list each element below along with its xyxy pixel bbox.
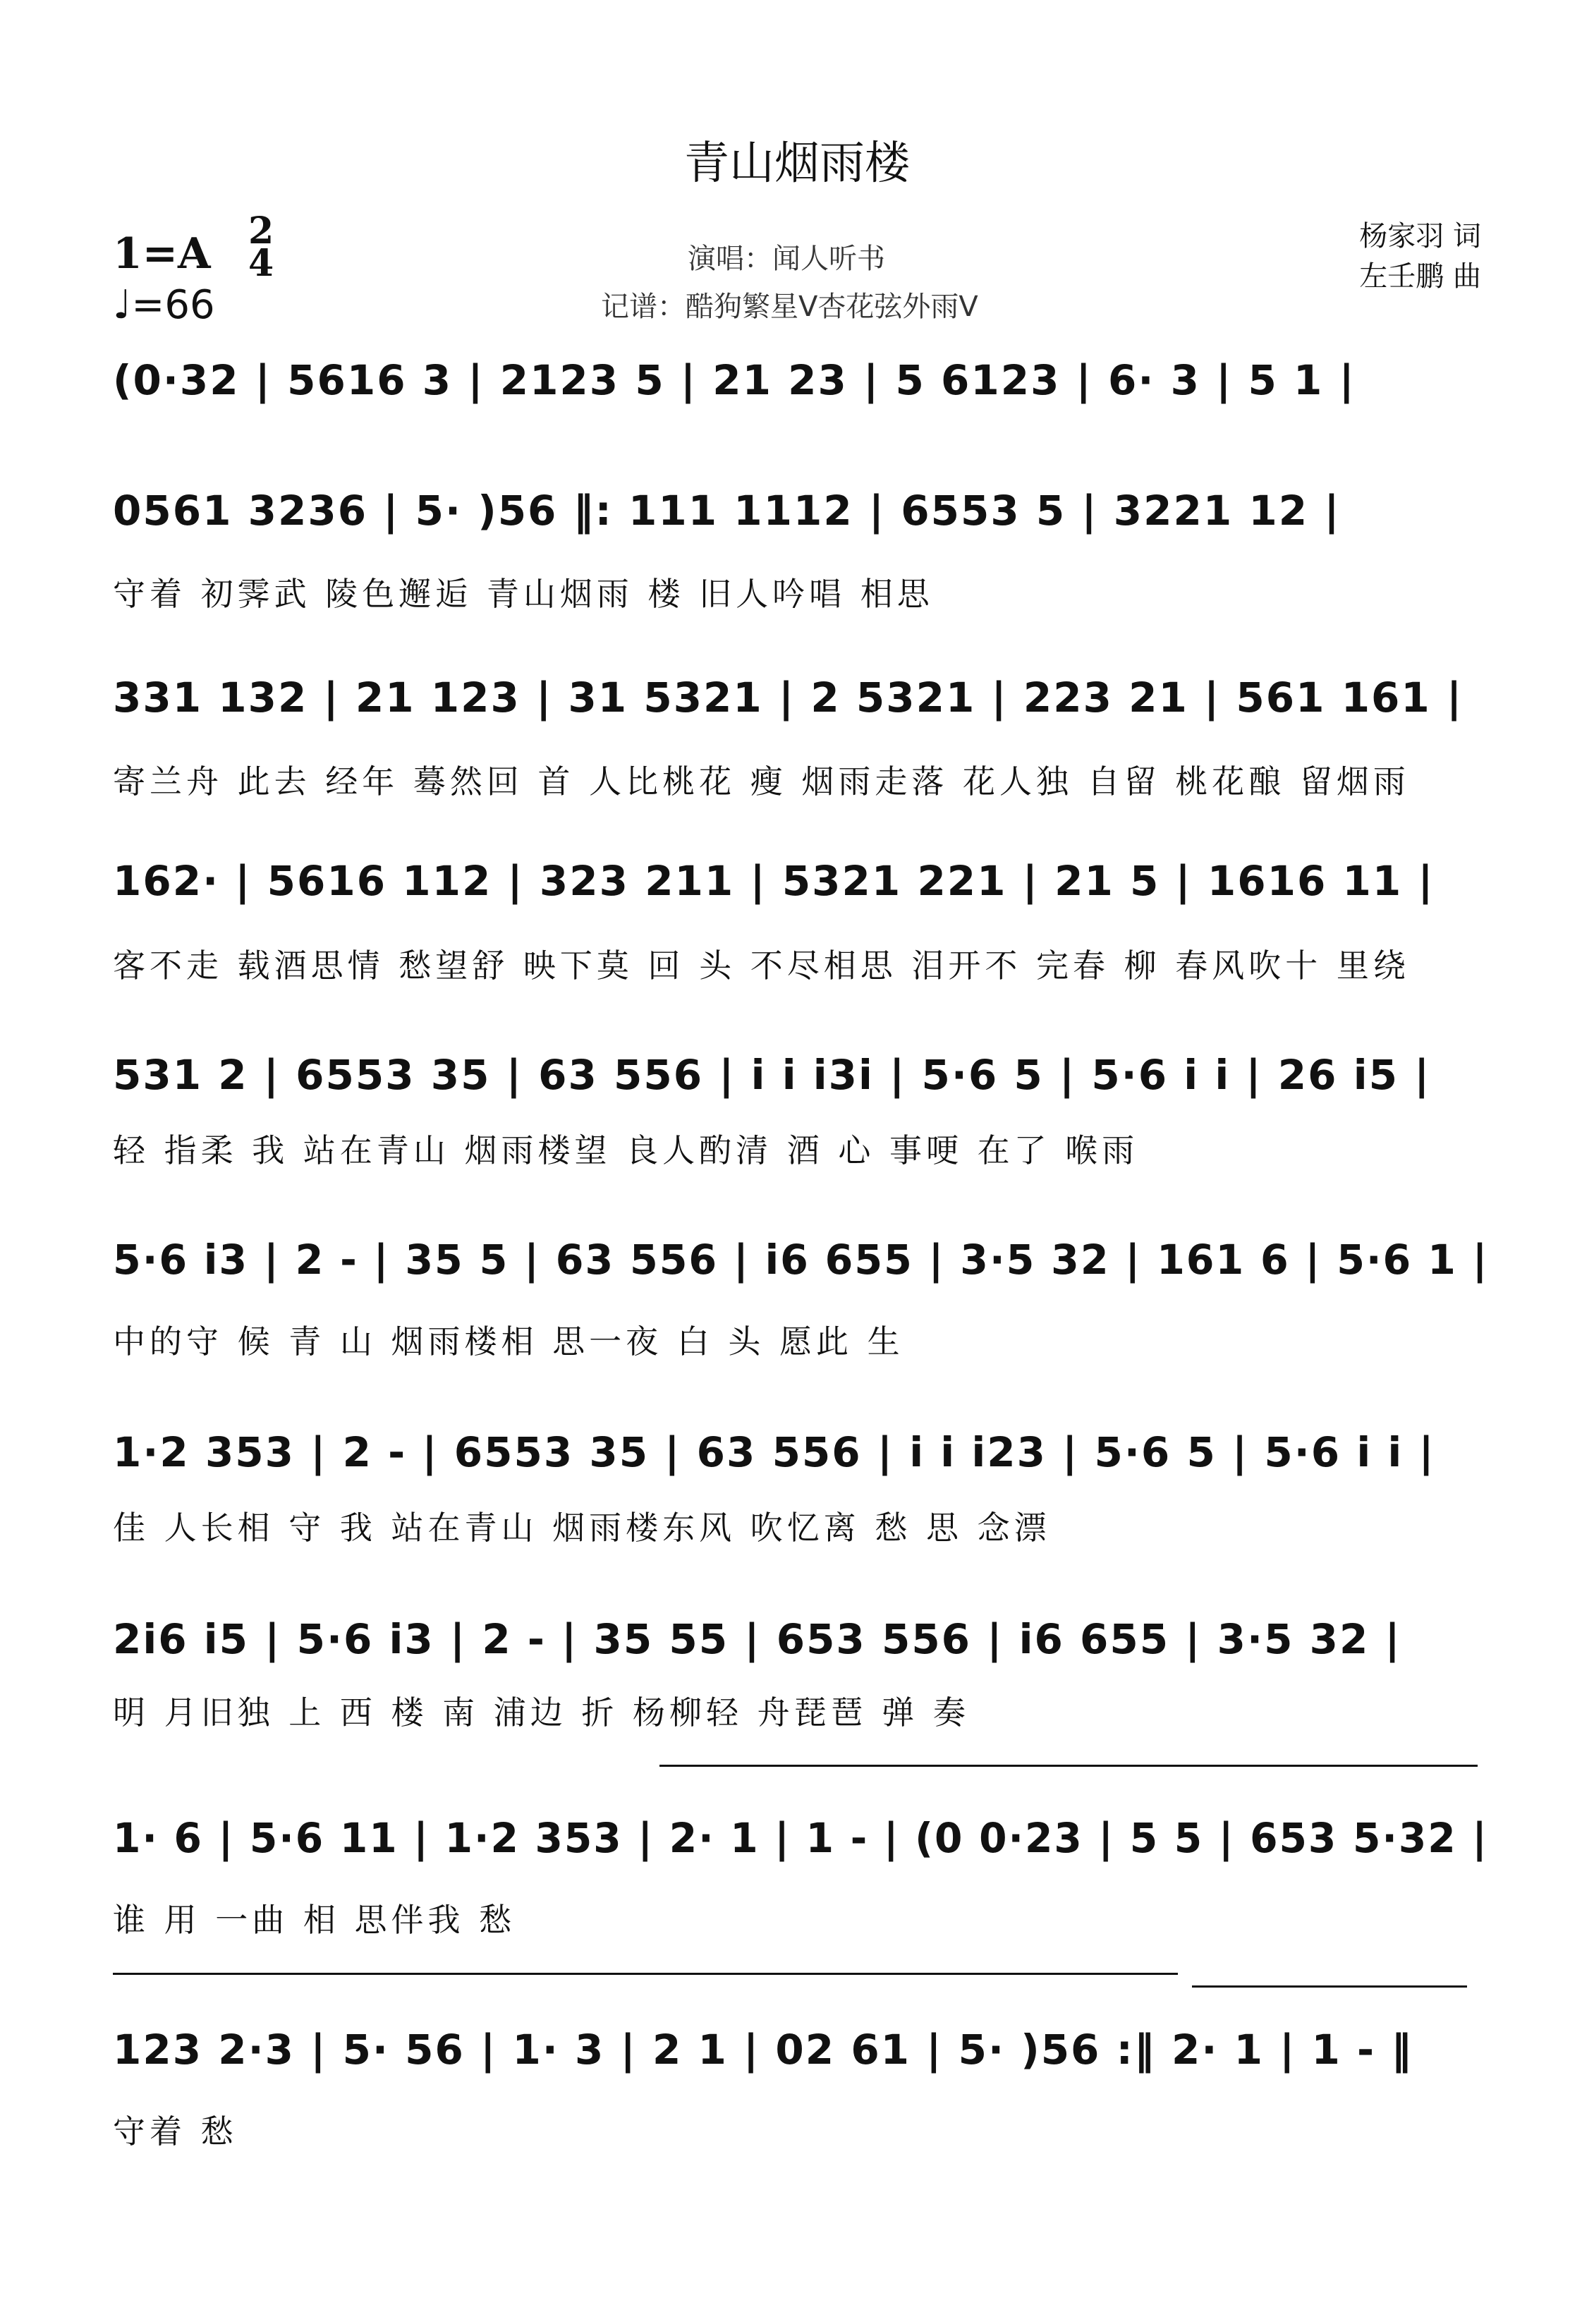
time-signature-bottom: 4: [248, 242, 274, 285]
notes: 331 132 | 21 123 | 31 5321 | 2 5321 | 223 21 | 561 161 |: [113, 674, 1464, 722]
notes: 2i6 i5 | 5·6 i3 | 2 - | 35 55 | 653 556 | i6 655 | 3·5 32 |: [113, 1615, 1401, 1663]
singer-credit: 演唱：闻人听书: [688, 243, 885, 275]
notes: 5·6 i3 | 2 - | 35 5 | 63 556 | i6 655 | 3·5 32 | 161 6 | 5·6 1 |: [113, 1236, 1489, 1284]
song-title: 青山烟雨楼: [684, 138, 910, 190]
key-signature: 1=A: [113, 229, 211, 279]
lyrics: 谁 用 一曲 相 思伴我 愁: [113, 1901, 516, 1939]
notes: 0561 3236 | 5· )56 ‖: 111 1112 | 6553 5 | 3221 12 |: [113, 487, 1341, 535]
lyrics: 中的守 候 青 山 烟雨楼相 思一夜 白 头 愿此 生: [113, 1322, 904, 1361]
lyrics: 明 月旧独 上 西 楼 南 浦边 折 杨柳轻 舟琵琶 弹 奏: [113, 1693, 970, 1732]
notes: 1· 6 | 5·6 11 | 1·2 353 | 2· 1 | 1 - | (0 0·23 | 5 5 | 653 5·32 |: [113, 1814, 1488, 1862]
tempo-marking: ♩=66: [113, 282, 215, 328]
notes: 123 2·3 | 5· 56 | 1· 3 | 2 1 | 02 61 | 5· )56 :‖ 2· 1 | 1 - ‖: [113, 2026, 1413, 2074]
time-signature-top: 2: [248, 209, 274, 253]
notes: (0·32 | 5616 3 | 2123 5 | 21 23 | 5 6123 | 6· 3 | 5 1 |: [113, 356, 1356, 404]
transcriber-credit: 记谱：酷狗繁星V杏花弦外雨V: [601, 291, 978, 323]
volta-2-bracket: [1192, 1985, 1467, 1988]
lyrics: 寄兰舟 此去 经年 蓦然回 首 人比桃花 瘦 烟雨走落 花人独 自留 桃花酿 留烟雨: [113, 762, 1410, 801]
lyricist-credit: 杨家羽 词: [1359, 220, 1481, 253]
notes: 162· | 5616 112 | 323 211 | 5321 221 | 21 5 | 1616 11 |: [113, 857, 1435, 905]
time-signature: [248, 209, 274, 285]
notes: 531 2 | 6553 35 | 63 556 | i i i3i | 5·6 5 | 5·6 i i | 26 i5 |: [113, 1051, 1431, 1099]
composer-credit: 左壬鹏 曲: [1359, 260, 1481, 293]
lyrics: 轻 指柔 我 站在青山 烟雨楼望 良人酌清 酒 心 事哽 在了 喉雨: [113, 1131, 1139, 1169]
lyrics: 佳 人长相 守 我 站在青山 烟雨楼东风 吹忆离 愁 思 念漂: [113, 1509, 1051, 1547]
volta-1-continuation: [113, 1973, 1178, 1975]
notes: 1·2 353 | 2 - | 6553 35 | 63 556 | i i i23 | 5·6 5 | 5·6 i i |: [113, 1428, 1435, 1476]
volta-1-bracket: [659, 1765, 1478, 1767]
lyrics: 客不走 载酒思情 愁望舒 映下莫 回 头 不尽相思 泪开不 完春 柳 春风吹十 里绕: [113, 947, 1410, 985]
lyrics: 守着 愁: [113, 2112, 238, 2150]
lyrics: 守着 初霁武 陵色邂逅 青山烟雨 楼 旧人吟唱 相思: [113, 575, 934, 613]
